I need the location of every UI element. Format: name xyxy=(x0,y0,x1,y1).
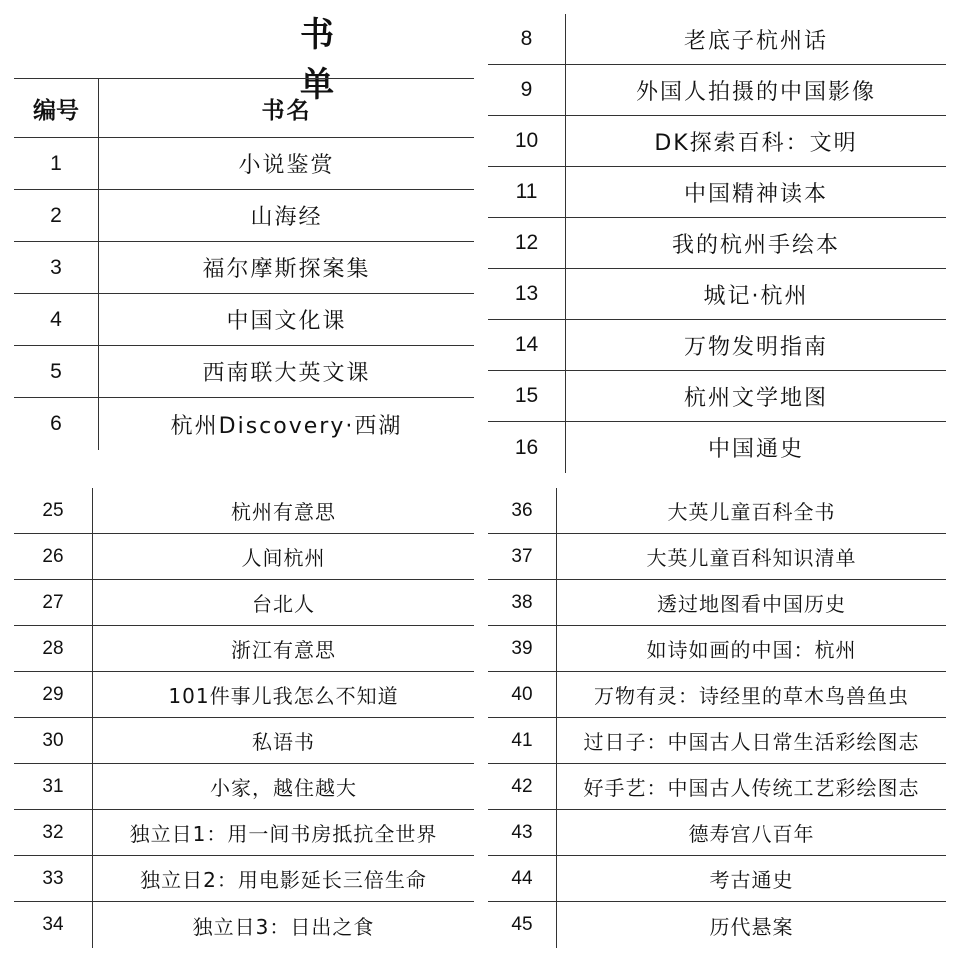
book-number: 8 xyxy=(520,27,533,50)
book-title: 福尔摩斯探案集 xyxy=(98,242,474,293)
book-number: 36 xyxy=(511,499,533,521)
table-row xyxy=(488,718,946,764)
table-row xyxy=(488,320,946,371)
book-number: 3 xyxy=(50,255,62,279)
book-number: 37 xyxy=(511,545,533,567)
book-title: 外国人拍摄的中国影像 xyxy=(565,65,946,115)
book-title: 101件事儿我怎么不知道 xyxy=(92,672,474,717)
book-number: 34 xyxy=(42,914,64,935)
book-title: 独立日1：用一间书房抵抗全世界 xyxy=(92,810,474,855)
book-table-d xyxy=(488,488,946,948)
book-table-b xyxy=(488,14,946,473)
book-title: 台北人 xyxy=(92,580,474,625)
book-title: 杭州文学地图 xyxy=(565,371,946,421)
table-header-row xyxy=(14,78,474,138)
page-title: 书 单 xyxy=(300,15,348,105)
table-row xyxy=(14,856,474,902)
header-number: 编号 xyxy=(33,96,79,124)
book-title: 如诗如画的中国：杭州 xyxy=(556,626,946,671)
header-book-name: 书名 xyxy=(98,79,474,137)
book-title: 中国精神读本 xyxy=(565,167,946,217)
book-number: 43 xyxy=(511,821,533,843)
book-table-c xyxy=(14,488,474,948)
table-row xyxy=(14,672,474,718)
book-title: 过日子：中国古人日常生活彩绘图志 xyxy=(556,718,946,763)
book-title: 独立日3：日出之食 xyxy=(92,902,474,948)
book-number: 33 xyxy=(42,867,64,889)
table-row xyxy=(488,580,946,626)
book-table-a xyxy=(14,78,474,450)
book-number: 12 xyxy=(514,231,539,254)
table-row xyxy=(14,346,474,398)
book-number: 29 xyxy=(42,683,64,705)
book-title: DK探索百科：文明 xyxy=(565,116,946,166)
table-row xyxy=(14,580,474,626)
book-number: 11 xyxy=(515,180,538,203)
table-row xyxy=(488,764,946,810)
book-number: 1 xyxy=(50,151,62,175)
book-title: 杭州Discovery·西湖 xyxy=(98,398,474,450)
book-title: 考古通史 xyxy=(556,856,946,901)
table-row xyxy=(488,422,946,473)
book-number: 2 xyxy=(50,203,62,227)
book-number: 26 xyxy=(42,545,64,567)
book-number: 45 xyxy=(511,914,533,935)
book-number: 41 xyxy=(511,729,533,751)
book-title: 城记·杭州 xyxy=(565,269,946,319)
table-row xyxy=(14,534,474,580)
table-row xyxy=(14,626,474,672)
book-title: 山海经 xyxy=(98,190,474,241)
table-row xyxy=(488,488,946,534)
table-row xyxy=(488,269,946,320)
table-row xyxy=(14,242,474,294)
book-title: 万物有灵：诗经里的草木鸟兽鱼虫 xyxy=(556,672,946,717)
table-row xyxy=(488,371,946,422)
book-title: 大英儿童百科知识清单 xyxy=(556,534,946,579)
book-title: 万物发明指南 xyxy=(565,320,946,370)
book-title: 老底子杭州话 xyxy=(565,14,946,64)
table-row xyxy=(488,672,946,718)
book-number: 32 xyxy=(42,821,64,843)
book-title: 我的杭州手绘本 xyxy=(565,218,946,268)
book-number: 10 xyxy=(514,129,539,152)
table-row xyxy=(488,65,946,116)
book-title: 透过地图看中国历史 xyxy=(556,580,946,625)
table-row xyxy=(488,167,946,218)
book-title: 大英儿童百科全书 xyxy=(556,488,946,533)
book-title: 中国文化课 xyxy=(98,294,474,345)
book-title: 西南联大英文课 xyxy=(98,346,474,397)
table-row xyxy=(488,116,946,167)
table-row xyxy=(488,902,946,948)
book-number: 4 xyxy=(50,307,62,331)
table-row xyxy=(14,294,474,346)
book-title: 小家，越住越大 xyxy=(92,764,474,809)
book-number: 9 xyxy=(520,78,533,101)
table-row xyxy=(488,810,946,856)
table-row xyxy=(14,764,474,810)
table-row xyxy=(488,534,946,580)
book-number: 6 xyxy=(50,412,62,435)
table-row xyxy=(14,902,474,948)
book-number: 30 xyxy=(42,729,64,751)
book-number: 15 xyxy=(514,384,539,407)
book-title: 杭州有意思 xyxy=(92,488,474,533)
table-row xyxy=(14,718,474,764)
book-number: 5 xyxy=(50,359,62,383)
table-row xyxy=(14,398,474,450)
book-number: 28 xyxy=(42,637,64,659)
table-row xyxy=(14,138,474,190)
table-row xyxy=(14,190,474,242)
book-number: 16 xyxy=(514,435,539,459)
book-number: 25 xyxy=(42,499,64,521)
book-title: 小说鉴赏 xyxy=(98,138,474,189)
book-number: 31 xyxy=(42,775,64,797)
book-title: 德寿宫八百年 xyxy=(556,810,946,855)
table-row xyxy=(488,626,946,672)
book-title: 好手艺：中国古人传统工艺彩绘图志 xyxy=(556,764,946,809)
book-title: 历代悬案 xyxy=(556,902,946,948)
table-row xyxy=(14,810,474,856)
book-number: 38 xyxy=(511,591,533,613)
table-row xyxy=(488,14,946,65)
book-number: 39 xyxy=(511,637,533,659)
book-title: 独立日2：用电影延长三倍生命 xyxy=(92,856,474,901)
table-row xyxy=(14,488,474,534)
book-title: 中国通史 xyxy=(565,422,946,473)
book-number: 44 xyxy=(511,867,533,889)
book-title: 浙江有意思 xyxy=(92,626,474,671)
table-row xyxy=(488,856,946,902)
book-title: 私语书 xyxy=(92,718,474,763)
table-row xyxy=(488,218,946,269)
book-number: 14 xyxy=(514,333,539,356)
book-number: 27 xyxy=(42,591,64,613)
book-number: 13 xyxy=(514,282,539,305)
book-number: 42 xyxy=(511,775,533,797)
book-number: 40 xyxy=(511,683,533,705)
book-title: 人间杭州 xyxy=(92,534,474,579)
